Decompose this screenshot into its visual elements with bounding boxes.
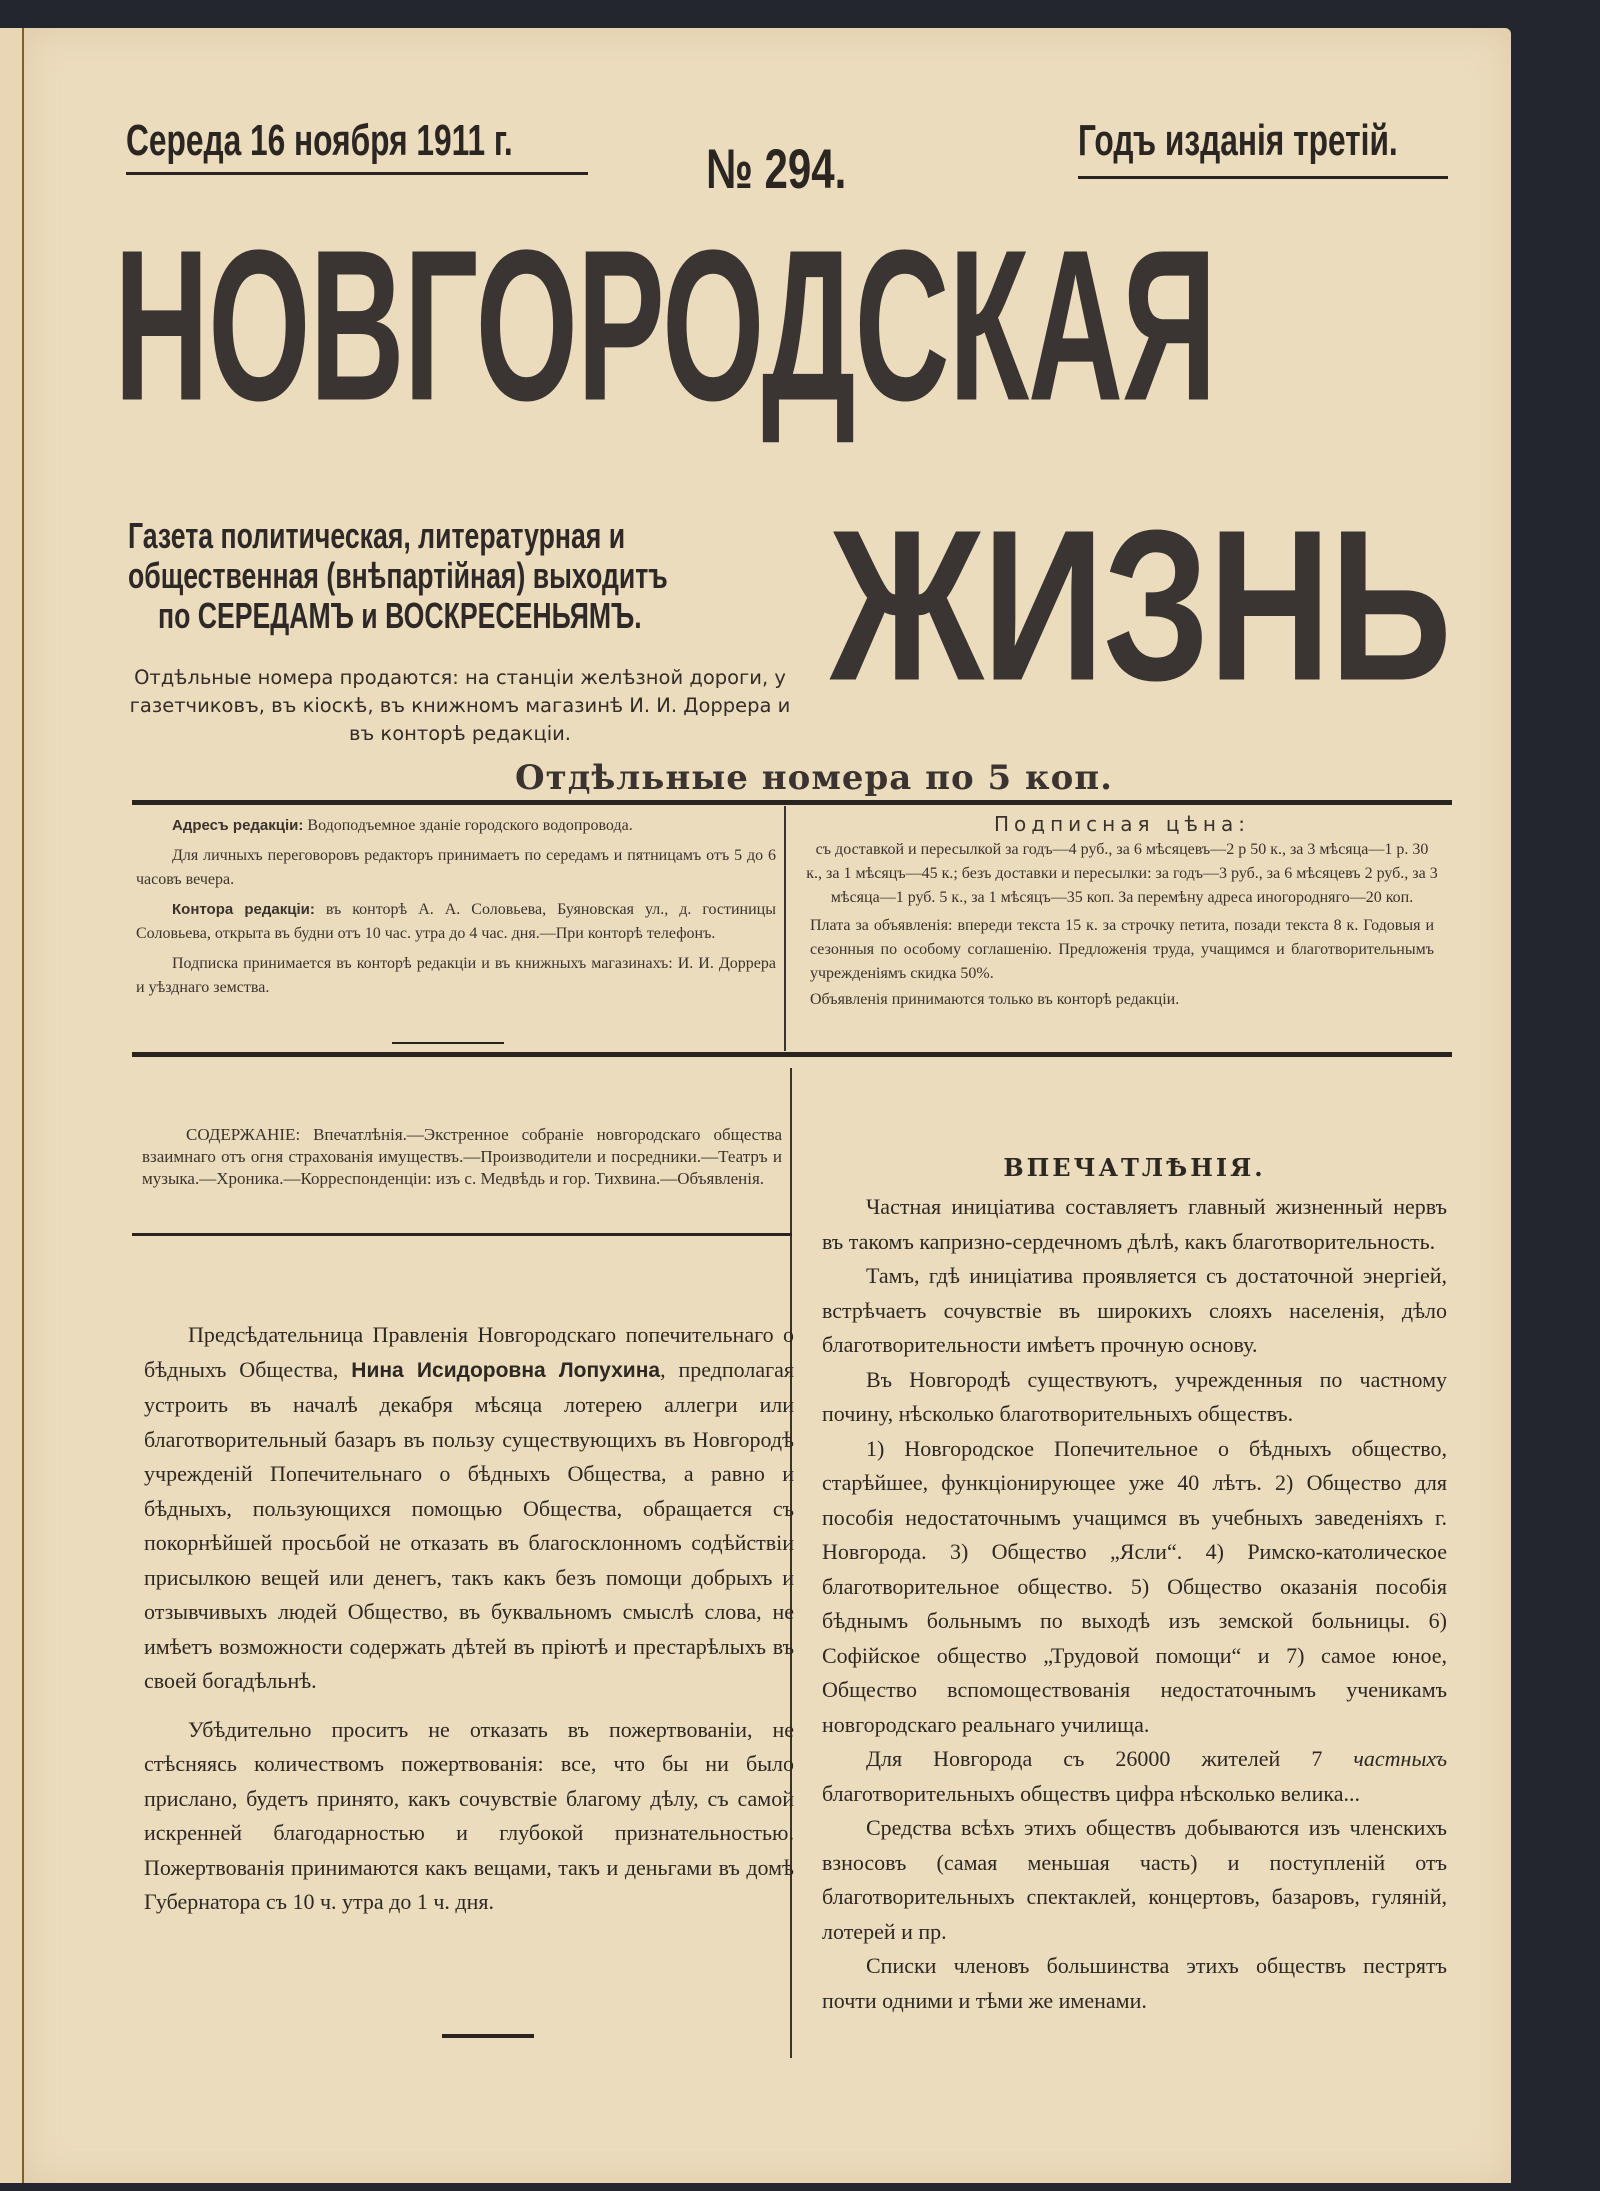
masthead-title-line1: НОВГОРОДСКАЯ [114, 205, 1216, 446]
meeting-hours: Для личныхъ переговоровъ редакторъ принимаетъ по середамъ и пятницамъ отъ 5 до 6 часовъ вечера. [136, 847, 776, 888]
paragraph-text: благотворительныхъ обществъ цифра нѣсколько велика... [822, 1780, 1361, 1806]
masthead-title-line2: ЖИЗНЬ [830, 485, 1451, 726]
ads-pricing: Плата за объявленія: впереди текста 15 к. за строчку петита, позади текста 8 к. Годовыя и сезонныя по особому соглашенію. Предложенія труда, учащимся и благотворительнымъ учрежденіямъ скидка 50%. [810, 917, 1434, 982]
right-article-paragraph-2: Тамъ, гдѣ иниціатива проявляется съ достаточной энергіей, встрѣчаетъ сочувствіе въ широкихъ слояхъ населенія, дѣло благотворительности имѣетъ прочную основу. [822, 1263, 1447, 1357]
right-article [822, 1148, 1447, 2018]
article-title: ВПЕЧАТЛѢНІЯ. [1003, 1153, 1266, 1182]
subscription-text: съ доставкой и пересылкой за годъ—4 руб., за 6 мѣсяцевъ—2 р 50 к., за 3 мѣсяца—1 р. 30 к., за 1 мѣсяцъ—45 к.; безъ доставки и пересылки: за годъ—3 руб., за 6 мѣсяцевъ 2 руб., за 3 мѣсяца—1 руб. 5 к., за 1 мѣсяцъ—35 коп. За перемѣну адреса иногородняго—20 коп. [806, 841, 1438, 906]
issue-number: № 294. [706, 137, 847, 200]
newspaper-page [24, 28, 1511, 2183]
left-article-paragraph-2: Убѣдительно проситъ не отказать въ пожертвованіи, не стѣсняясь количествомъ пожертвованія: все, что бы ни было прислано, будетъ принято, какъ сочувствіе благому дѣлу, съ самой искренней благодарностью и глубокой признательностью. Пожертвованія принимаются какъ вещами, такъ и деньгами въ домѣ Губернатора съ 10 ч. утра до 1 ч. дня. [144, 1716, 794, 1914]
emphasis-text: частныхъ [1353, 1746, 1447, 1771]
tagline-line2: общественная (внѣпартійная) выходитъ [128, 555, 668, 596]
right-article-paragraph-7: Списки членовъ большинства этихъ обществъ пестрятъ почти одними и тѣми же именами. [822, 1953, 1447, 2013]
info-small-rule [392, 1042, 504, 1044]
tagline-line3: по СЕРЕДАМЪ и ВОСКРЕСЕНЬЯМЪ. [158, 595, 642, 636]
person-name: Нина Исидоровна Лопухина [351, 1358, 661, 1382]
article-end-rule [442, 2034, 534, 2038]
sales-info: Отдѣльные номера продаются: на станціи желѣзной дороги, у газетчиковъ, въ кіоскѣ, въ книжномъ магазинѣ И. И. Доррера и въ конторѣ редакціи. [129, 666, 791, 745]
info-bottom-rule [132, 1052, 1452, 1057]
tagline-line1: Газета политическая, литературная и [128, 515, 626, 556]
date-underline [126, 172, 588, 175]
right-article-paragraph-3: Въ Новгородѣ существуютъ, учрежденныя по частному почину, нѣсколько благотворительныхъ обществъ. [822, 1366, 1447, 1426]
right-article-paragraph-5 [822, 1742, 1447, 1811]
year-underline [1078, 176, 1448, 179]
contents-label: СОДЕРЖАНІЕ: [186, 1125, 301, 1144]
tagline [128, 516, 788, 636]
subscription-places: Подписка принимается въ конторѣ редакціи и въ книжныхъ магазинахъ: И. И. Доррера и уѣзднаго земства. [136, 955, 776, 996]
info-column-divider [784, 806, 786, 1051]
paragraph-text: , предполагая устроить въ началѣ декабря мѣсяца лотерею аллегри или благотворительный базаръ въ пользу существующихъ въ Новгородѣ учрежденій Попечительнаго о бѣдныхъ Общества, а равно и бѣдныхъ, пользующихся помощью Общества, обращается съ покорнѣйшей просьбой не отказать въ благосклонномъ содѣйствіи присылкою вещей или денегъ, такъ какъ безъ помощи добрыхъ и отзывчивыхъ людей Общество, въ буквальномъ смыслѣ слова, не имѣетъ возможности содержать дѣтей въ пріютѣ и престарѣлыхъ въ своей богадѣльнѣ. [144, 1356, 795, 1693]
previous-page-edge [0, 28, 24, 2183]
right-article-paragraph-6: Средства всѣхъ этихъ обществъ добываются изъ членскихъ взносовъ (самая меньшая часть) и поступленій отъ благотворительныхъ спектаклей, концертовъ, базаровъ, гуляній, лотерей и пр. [822, 1815, 1447, 1944]
left-article [144, 1318, 794, 1920]
publication-year: Годъ изданія третій. [1078, 116, 1398, 165]
contents-text: Впечатлѣнія.—Экстренное собраніе новгородскаго общества взаимнаго отъ огня страхованія имуществъ.—Производители и посредники.—Театръ и музыка.—Хроника.—Корреспонденціи: изъ с. Медвѣдь и гор. Тихвина.—Объявленія. [142, 1125, 783, 1188]
address-text: Водоподъемное зданіе городского водопровода. [307, 817, 633, 834]
editorial-info [136, 814, 776, 1000]
contents [142, 1124, 782, 1190]
contents-bottom-rule [132, 1233, 792, 1236]
office-label: Контора редакціи: [172, 901, 315, 918]
left-article-paragraph-1 [144, 1318, 794, 1699]
subscription-title: Подписная цѣна: [993, 812, 1250, 836]
price-banner: Отдѣльные номера по 5 коп. [515, 758, 1113, 798]
address-label: Адресъ редакціи: [172, 817, 304, 834]
subscription-prices [796, 810, 1448, 1012]
right-article-paragraph-4: 1) Новгородское Попечительное о бѣдныхъ общество, старѣйшее, функціонирующее уже 40 лѣтъ. 2) Общество для пособія недостаточнымъ учащимся въ учебныхъ заведеніяхъ г. Новгорода. 3) Общество „Ясли“. 4) Римско-католическое благотворительное общество. 5) Общество оказанія пособія бѣднымъ больнымъ по выходѣ изъ земской больницы. 6) Софійское общество „Трудовой помощи“ и 7) самое юное, Общество вспомоществованія недостаточнымъ ученикамъ новгородскаго реальнаго училища. [822, 1435, 1447, 1737]
right-article-paragraph-1: Частная иниціатива составляетъ главный жизненный нервъ въ такомъ капризно-сердечномъ дѣлѣ, какъ благотворительность. [822, 1194, 1447, 1254]
office-text: въ конторѣ А. А. Соловьева, Буяновская ул., д. гостиницы Соловьева, открыта въ будни отъ 10 час. утра до 4 час. дня.—При конторѣ телефонъ. [136, 901, 776, 942]
info-top-rule [132, 800, 1452, 805]
ads-note: Объявленія принимаются только въ конторѣ редакціи. [810, 991, 1180, 1008]
paragraph-text: Для Новгорода съ 26000 жителей 7 [866, 1746, 1323, 1771]
paragraph-text: Предсѣдательница Правленія Новгородскаго попечительнаго о бѣдныхъ Общества, [144, 1322, 794, 1382]
issue-date: Середа 16 ноября 1911 г. [126, 116, 513, 165]
